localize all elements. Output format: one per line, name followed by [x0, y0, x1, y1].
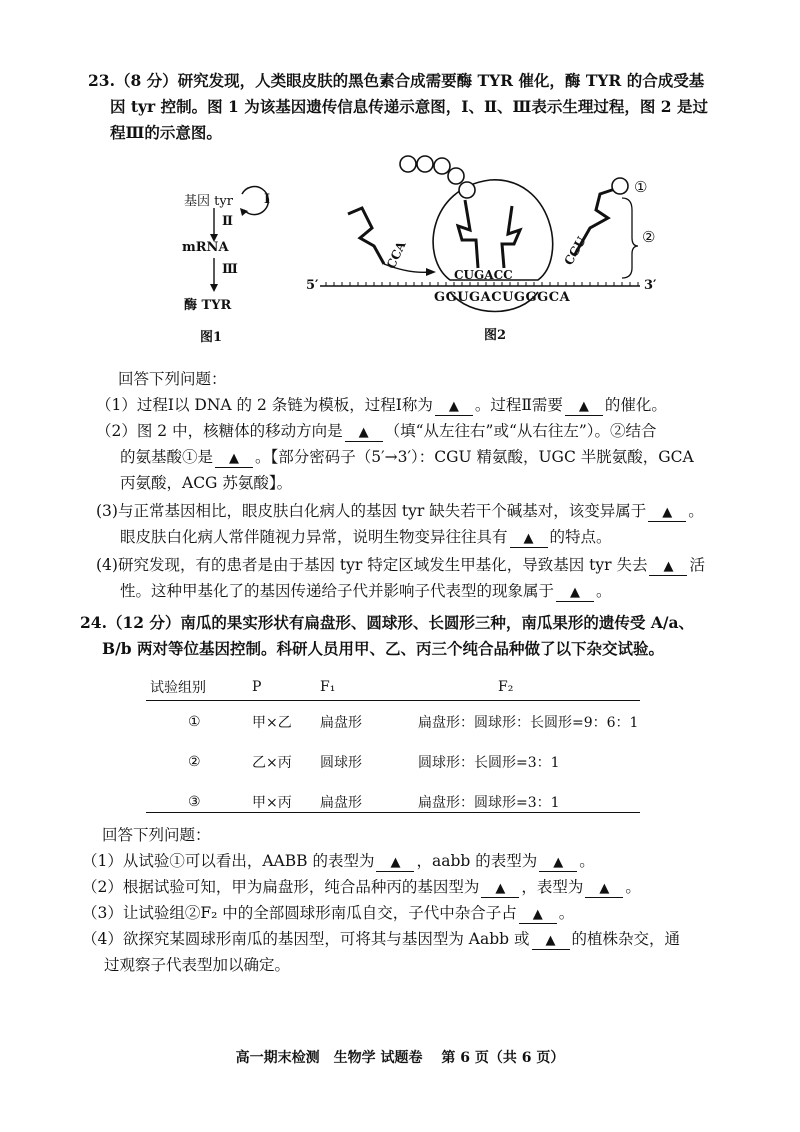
answer-blank[interactable]: ▲ [556, 585, 594, 602]
q23-line-2: 因 tyr 控制。图 1 为该基因遗传信息传递示意图，Ⅰ、Ⅱ、Ⅲ表示生理过程，图 2 是过 [110, 97, 708, 116]
q23-s2-text-d: 。【部分密码子（5′→3′）：CGU 精氨酸，UGC 半胱氨酸，GCA [255, 448, 694, 466]
q23-s1-text-c: 的催化。 [604, 396, 667, 414]
q24-s2-text-a: （2）根据试验可知，甲为扁盘形，纯合品种丙的基因型为 [82, 878, 480, 896]
q24-sub-4 [82, 928, 680, 950]
table-header: P [252, 679, 262, 695]
fig1-gene-label: 基因 tyr [184, 194, 233, 209]
table-cell: 扁盘形 [320, 715, 362, 731]
q24-s1-text-b: ，aabb 的表型为 [416, 852, 538, 870]
q24-s3-text-b: 。 [558, 904, 575, 922]
figure-1 [170, 180, 300, 350]
fig2-translation-diagram [300, 148, 680, 348]
table-cell: 甲×乙 [252, 715, 292, 731]
q24-sub-3 [82, 902, 574, 924]
q23-s4-text-b: 活 [689, 556, 705, 574]
fig2-marker-2: ② [642, 228, 656, 246]
q24-s2-text-c: 。 [625, 878, 641, 896]
answer-blank[interactable]: ▲ [510, 531, 548, 548]
hybrid-experiment-table [150, 672, 638, 822]
q23-sub-3 [96, 500, 704, 522]
q23-s3-text-d: 的特点。 [549, 528, 612, 546]
q23-answer-prompt: 回答下列问题： [118, 370, 227, 388]
q23-s1-text-b: 。过程Ⅱ需要 [474, 396, 563, 414]
q24-s4-text-b: 的植株杂交，通 [571, 930, 681, 948]
table-cell: ③ [188, 794, 201, 810]
table-cell: 圆球形 [320, 755, 362, 771]
fig1-mrna: mRNA [182, 240, 229, 255]
q23-sub-4 [96, 554, 705, 576]
answer-blank[interactable]: ▲ [532, 933, 570, 950]
q23-s2-text-a: （2）图 2 中，核糖体的移动方向是 [96, 422, 343, 440]
page-footer: 高一期末检测 生物学 试题卷 第 6 页（共 6 页） [235, 1050, 565, 1066]
fig2-5prime: 5′ [306, 278, 319, 293]
table-header: F₁ [320, 679, 336, 695]
q24-line-2: B/b 两对等位基因控制。科研人员用甲、乙、丙三个纯合品种做了以下杂交试验。 [102, 639, 664, 658]
fig1-enzyme: 酶 TYR [184, 298, 232, 313]
answer-blank[interactable]: ▲ [649, 559, 687, 576]
figure-2 [300, 148, 680, 348]
answer-blank[interactable]: ▲ [539, 855, 577, 872]
q24-s1-text-a: （1）从试验①可以看出，AABB 的表型为 [82, 852, 375, 870]
fig2-marker-1: ① [634, 178, 648, 196]
table-cell: 扁盘形：圆球形=3：1 [418, 795, 560, 811]
fig2-anticodon-left: CCA [383, 239, 409, 271]
table-header: 试验组别 [150, 680, 206, 696]
q24-line-1: 24.（12 分）南瓜的果实形状有扁盘形、圆球形、长圆形三种，南瓜果形的遗传受 A/a、 [80, 613, 695, 632]
fig2-caption: 图2 [484, 328, 507, 343]
q24-sub-1 [82, 850, 595, 872]
q24-answer-prompt: 回答下列问题： [102, 826, 211, 844]
q23-sub-4-cont [120, 580, 612, 602]
table-cell: ① [188, 714, 201, 730]
table-cell: ② [188, 754, 201, 770]
q23-s2-text-c: 的氨基酸①是 [120, 448, 214, 466]
q24-s1-text-c: 。 [579, 852, 595, 870]
q24-s3-text-a: （3）让试验组②F₂ 中的全部圆球形南瓜自交，子代中杂合子占 [82, 904, 517, 922]
table-row [150, 782, 638, 822]
q23-s4-text-c: 性。这种甲基化了的基因传递给子代并影响子代表型的现象属于 [120, 582, 555, 600]
q23-s2-text-b: （填“从左往右”或“从右往左”）。②结合 [384, 422, 657, 440]
answer-blank[interactable]: ▲ [481, 881, 519, 898]
table-cell: 扁盘形 [320, 795, 362, 811]
q24-s4-text-a: （4）欲探究某圆球形南瓜的基因型，可将其与基因型为 Aabb 或 [82, 930, 530, 948]
fig1-process-3: Ⅲ [222, 262, 238, 277]
q24-sub-2 [82, 876, 641, 898]
q23-line-1: 23.（8 分）研究发现，人类眼皮肤的黑色素合成需要酶 TYR 催化，酶 TYR 的合成受基 [88, 71, 705, 90]
table-cell: 圆球形：长圆形=3：1 [418, 755, 560, 771]
q23-sub-2-cont [120, 446, 694, 468]
answer-blank[interactable]: ▲ [345, 425, 383, 442]
q23-line-3: 程Ⅲ的示意图。 [110, 123, 222, 142]
table-row [150, 702, 638, 742]
q23-s3-text-b: 。 [688, 502, 704, 520]
table-row [150, 742, 638, 782]
answer-blank[interactable]: ▲ [376, 855, 414, 872]
answer-blank[interactable]: ▲ [565, 399, 603, 416]
q23-s4-text-a: (4)研究发现，有的患者是由于基因 tyr 特定区域发生甲基化，导致基因 tyr 失去 [96, 556, 648, 574]
fig1-caption: 图1 [200, 330, 223, 345]
q23-s3-text-a: (3)与正常基因相比，眼皮肤白化病人的基因 tyr 缺失若干个碱基对，该变异属于 [96, 502, 647, 520]
fig1-process-2: Ⅱ [222, 214, 233, 229]
q23-s3-text-c: 眼皮肤白化病人常伴随视力异常，说明生物变异往往具有 [120, 528, 508, 546]
table-cell: 乙×丙 [252, 755, 292, 771]
q23-sub-1 [96, 394, 667, 416]
ribosome-large-subunit [433, 180, 553, 280]
answer-blank[interactable]: ▲ [585, 881, 623, 898]
q23-s1-text-a: （1）过程Ⅰ以 DNA 的 2 条链为模板，过程Ⅰ称为 [96, 396, 433, 414]
q23-sub-2 [96, 420, 657, 442]
q23-sub-2-cont2: 丙氨酸，ACG 苏氨酸】。 [120, 474, 293, 492]
table-cell: 扁盘形：圆球形：长圆形=9：6：1 [418, 715, 639, 731]
q24-sub-4-cont: 过观察子代表型加以确定。 [104, 956, 291, 974]
table-header: F₂ [498, 679, 514, 695]
q24-s2-text-b: ，表型为 [521, 878, 584, 896]
answer-blank[interactable]: ▲ [215, 451, 253, 468]
fig2-mrna-sequence: GGUGACUGGGCA [434, 290, 571, 305]
q23-sub-3-cont [120, 526, 612, 548]
answer-blank[interactable]: ▲ [648, 505, 686, 522]
fig2-anticodon-right: CGU [561, 234, 589, 268]
answer-blank[interactable]: ▲ [435, 399, 473, 416]
table-header-row [150, 672, 638, 702]
fig2-anticodon-middle: CUGACC [454, 268, 513, 282]
q23-s4-text-d: 。 [596, 582, 612, 600]
table-cell: 甲×丙 [252, 795, 292, 811]
answer-blank[interactable]: ▲ [519, 907, 557, 924]
fig2-3prime: 3′ [644, 278, 657, 293]
fig1-process-1: Ⅰ [264, 192, 271, 207]
